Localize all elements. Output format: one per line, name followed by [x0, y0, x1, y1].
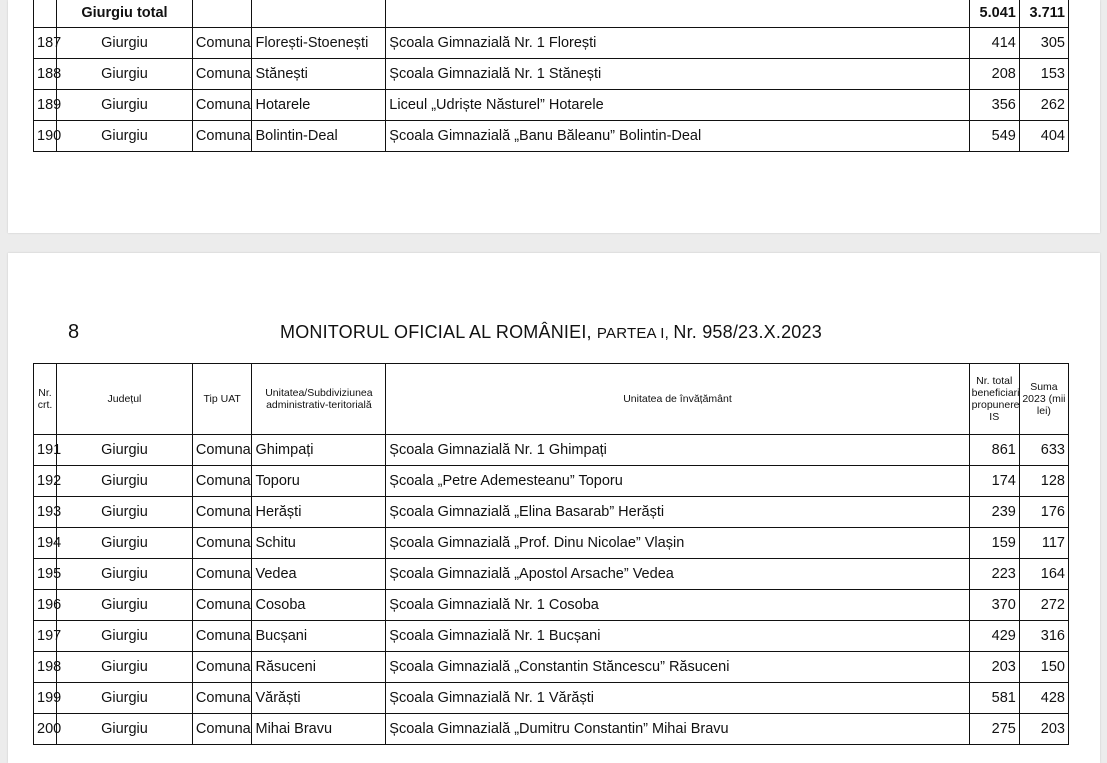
total-beneficiaries: 5.041 [969, 0, 1019, 28]
school-name-cell: Școala Gimnazială „Banu Băleanu” Bolintin-Deal [386, 121, 969, 152]
county-cell: Giurgiu [57, 466, 193, 497]
school-name-cell: Școala Gimnazială Nr. 1 Bucșani [386, 621, 969, 652]
table-header-row [34, 364, 1069, 435]
table-row [34, 435, 1069, 466]
table-row [34, 528, 1069, 559]
county-cell: Giurgiu [57, 90, 193, 121]
county-cell: Giurgiu [57, 621, 193, 652]
table-row [34, 28, 1069, 59]
county-cell: Giurgiu [57, 497, 193, 528]
school-name-cell: Școala Gimnazială Nr. 1 Ghimpați [386, 435, 969, 466]
total-tip-cell [192, 0, 252, 28]
uat-type-cell: Comuna [192, 466, 252, 497]
beneficiaries-table-bottom [33, 363, 1069, 745]
county-cell: Giurgiu [57, 121, 193, 152]
table-row [34, 652, 1069, 683]
amount-cell: 262 [1019, 90, 1068, 121]
amount-cell: 316 [1019, 621, 1068, 652]
county-cell: Giurgiu [57, 652, 193, 683]
header-institutie: Unitatea de învățământ [386, 364, 969, 435]
table-row [34, 621, 1069, 652]
uat-type-cell: Comuna [192, 683, 252, 714]
county-cell: Giurgiu [57, 590, 193, 621]
page-number: 8 [68, 321, 80, 343]
uat-name-cell: Bolintin-Deal [252, 121, 386, 152]
header-suma: Suma 2023 (mii lei) [1019, 364, 1068, 435]
table-row [34, 590, 1069, 621]
amount-cell: 117 [1019, 528, 1068, 559]
amount-cell: 633 [1019, 435, 1068, 466]
county-cell: Giurgiu [57, 528, 193, 559]
amount-cell: 305 [1019, 28, 1068, 59]
beneficiaries-cell: 223 [969, 559, 1019, 590]
county-cell: Giurgiu [57, 683, 193, 714]
uat-name-cell: Ghimpați [252, 435, 386, 466]
beneficiaries-cell: 174 [969, 466, 1019, 497]
table-row [34, 121, 1069, 152]
school-name-cell: Școala Gimnazială Nr. 1 Cosoba [386, 590, 969, 621]
total-nr-cell [34, 0, 57, 28]
uat-name-cell: Hotarele [252, 90, 386, 121]
row-number: 194 [34, 528, 57, 559]
uat-type-cell: Comuna [192, 435, 252, 466]
uat-name-cell: Răsuceni [252, 652, 386, 683]
table-row [34, 714, 1069, 745]
beneficiaries-cell: 356 [969, 90, 1019, 121]
row-number: 190 [34, 121, 57, 152]
uat-type-cell: Comuna [192, 714, 252, 745]
school-name-cell: Școala Gimnazială „Dumitru Constantin” Mihai Bravu [386, 714, 969, 745]
uat-type-cell: Comuna [192, 621, 252, 652]
school-name-cell: Școala Gimnazială Nr. 1 Vărăști [386, 683, 969, 714]
beneficiaries-cell: 549 [969, 121, 1019, 152]
total-unit-cell [252, 0, 386, 28]
header-judet: Județul [57, 364, 193, 435]
row-number: 198 [34, 652, 57, 683]
uat-type-cell: Comuna [192, 497, 252, 528]
header-nr: Nr. crt. [34, 364, 57, 435]
uat-type-cell: Comuna [192, 59, 252, 90]
row-number: 196 [34, 590, 57, 621]
uat-type-cell: Comuna [192, 90, 252, 121]
uat-type-cell: Comuna [192, 652, 252, 683]
uat-name-cell: Herăști [252, 497, 386, 528]
school-name-cell: Școala Gimnazială Nr. 1 Stănești [386, 59, 969, 90]
row-number: 199 [34, 683, 57, 714]
row-number: 195 [34, 559, 57, 590]
row-number: 200 [34, 714, 57, 745]
uat-name-cell: Florești-Stoenești [252, 28, 386, 59]
school-name-cell: Școala Gimnazială „Apostol Arsache” Vedea [386, 559, 969, 590]
amount-cell: 428 [1019, 683, 1068, 714]
beneficiaries-cell: 159 [969, 528, 1019, 559]
beneficiaries-cell: 861 [969, 435, 1019, 466]
row-number: 192 [34, 466, 57, 497]
uat-name-cell: Mihai Bravu [252, 714, 386, 745]
beneficiaries-cell: 429 [969, 621, 1019, 652]
table-row [34, 497, 1069, 528]
row-number: 197 [34, 621, 57, 652]
uat-name-cell: Schitu [252, 528, 386, 559]
total-amount: 3.711 [1019, 0, 1068, 28]
school-name-cell: Școala Gimnazială „Elina Basarab” Herăști [386, 497, 969, 528]
school-name-cell: Școala Gimnazială „Constantin Stăncescu” Răsuceni [386, 652, 969, 683]
table-row [34, 90, 1069, 121]
beneficiaries-cell: 203 [969, 652, 1019, 683]
county-cell: Giurgiu [57, 28, 193, 59]
county-cell: Giurgiu [57, 559, 193, 590]
amount-cell: 153 [1019, 59, 1068, 90]
amount-cell: 128 [1019, 466, 1068, 497]
beneficiaries-cell: 581 [969, 683, 1019, 714]
uat-name-cell: Vedea [252, 559, 386, 590]
amount-cell: 404 [1019, 121, 1068, 152]
document-page-bottom [8, 253, 1100, 763]
gazette-issue: Nr. 958/23.X.2023 [673, 322, 822, 342]
total-label: Giurgiu total [57, 0, 193, 28]
uat-name-cell: Bucșani [252, 621, 386, 652]
row-number: 188 [34, 59, 57, 90]
school-name-cell: Școala Gimnazială „Prof. Dinu Nicolae” Vlașin [386, 528, 969, 559]
uat-name-cell: Toporu [252, 466, 386, 497]
county-total-row [34, 0, 1069, 28]
uat-name-cell: Vărăști [252, 683, 386, 714]
table-row [34, 559, 1069, 590]
gazette-part: PARTEA I, [596, 325, 674, 342]
table-row [34, 59, 1069, 90]
county-cell: Giurgiu [57, 435, 193, 466]
beneficiaries-table-top [33, 0, 1069, 152]
uat-type-cell: Comuna [192, 28, 252, 59]
header-beneficiari: Nr. total beneficiari propunere IS [969, 364, 1019, 435]
amount-cell: 203 [1019, 714, 1068, 745]
amount-cell: 164 [1019, 559, 1068, 590]
row-number: 189 [34, 90, 57, 121]
row-number: 191 [34, 435, 57, 466]
uat-type-cell: Comuna [192, 121, 252, 152]
school-name-cell: Școala Gimnazială Nr. 1 Florești [386, 28, 969, 59]
row-number: 193 [34, 497, 57, 528]
row-number: 187 [34, 28, 57, 59]
table-row [34, 466, 1069, 497]
gazette-header [280, 322, 822, 343]
total-inst-cell [386, 0, 969, 28]
beneficiaries-cell: 414 [969, 28, 1019, 59]
uat-name-cell: Stănești [252, 59, 386, 90]
gazette-title: MONITORUL OFICIAL AL ROMÂNIEI, [280, 322, 597, 342]
uat-type-cell: Comuna [192, 559, 252, 590]
school-name-cell: Liceul „Udriște Năsturel” Hotarele [386, 90, 969, 121]
uat-name-cell: Cosoba [252, 590, 386, 621]
amount-cell: 272 [1019, 590, 1068, 621]
amount-cell: 150 [1019, 652, 1068, 683]
beneficiaries-cell: 275 [969, 714, 1019, 745]
header-unitate: Unitatea/Subdiviziunea administrativ-teritorială [252, 364, 386, 435]
county-cell: Giurgiu [57, 714, 193, 745]
uat-type-cell: Comuna [192, 590, 252, 621]
document-page-top [8, 0, 1100, 233]
school-name-cell: Școala „Petre Ademesteanu” Toporu [386, 466, 969, 497]
table-row [34, 683, 1069, 714]
county-cell: Giurgiu [57, 59, 193, 90]
header-tip: Tip UAT [192, 364, 252, 435]
beneficiaries-cell: 370 [969, 590, 1019, 621]
amount-cell: 176 [1019, 497, 1068, 528]
beneficiaries-cell: 239 [969, 497, 1019, 528]
uat-type-cell: Comuna [192, 528, 252, 559]
beneficiaries-cell: 208 [969, 59, 1019, 90]
